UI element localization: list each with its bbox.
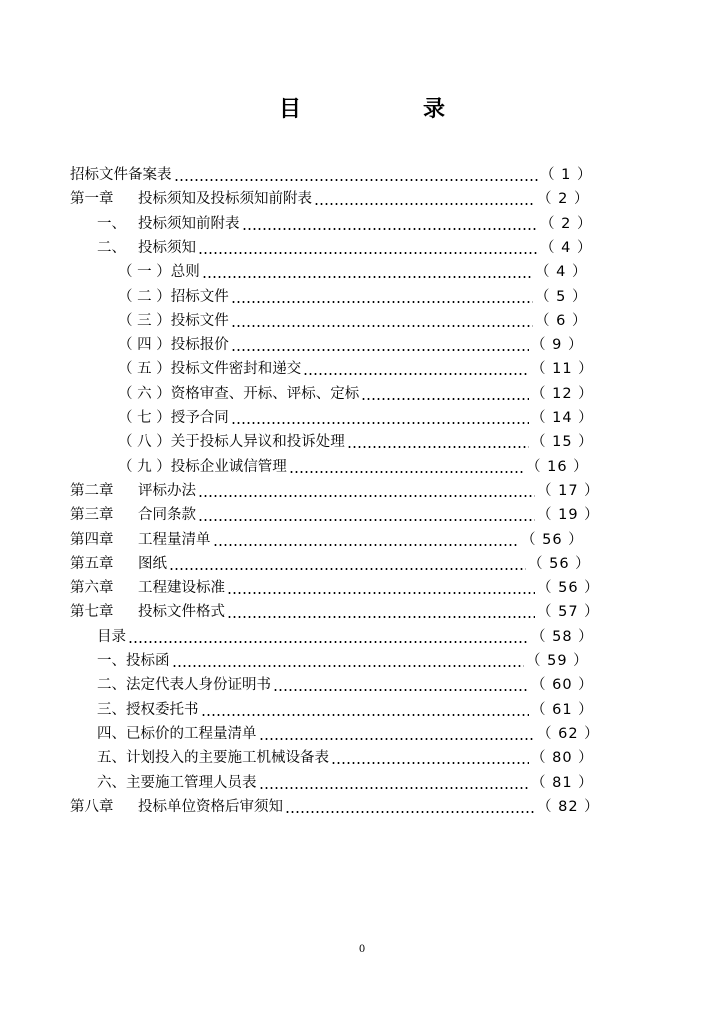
toc-entry-label: 五、计划投入的主要施工机械设备表 [97,750,329,767]
toc-entry[interactable] [0,553,724,575]
toc-entry-prefix: 第五章 [70,555,114,572]
toc-entry-page-number: （ 9 ） [531,337,584,354]
toc-leader-dots [242,213,538,235]
toc-entry-label: 投标须知及投标须知前附表 [138,191,312,208]
toc-entry[interactable] [0,213,724,235]
toc-entry-label: 六、主要施工管理人员表 [97,774,257,791]
toc-entry-label: （ 五 ）投标文件密封和递交 [118,361,302,378]
toc-entry[interactable] [0,674,724,696]
toc-entry-label: 评标办法 [138,482,196,499]
toc-entry-label: 投标须知前附表 [138,215,240,232]
toc-leader-dots [231,310,533,332]
toc-entry[interactable] [0,188,724,210]
toc-entry-page-number: （ 61 ） [531,701,594,718]
toc-leader-dots [347,431,529,453]
toc-leader-dots [231,286,533,308]
toc-leader-dots [303,358,529,380]
toc-leader-dots [198,237,538,259]
toc-entry-label: 一、投标函 [97,653,170,669]
toc-entry-label: 投标单位资格后审须知 [138,798,283,815]
toc-entry-label: 招标文件备案表 [70,167,172,183]
toc-entry-label: 工程量清单 [138,531,211,548]
toc-entry-page-number: （ 81 ） [531,774,594,791]
toc-entry-label: （ 一 ）总则 [118,264,200,281]
toc-entry[interactable] [0,650,724,672]
toc-leader-dots [259,723,535,745]
toc-entry[interactable] [0,407,724,429]
toc-entry-page-number: （ 57 ） [537,604,600,621]
toc-entry-page-number: （ 4 ） [540,239,593,256]
toc-entry[interactable] [0,261,724,283]
toc-entry[interactable] [0,626,724,648]
toc-entry-label: 投标文件格式 [138,604,225,621]
toc-leader-dots [285,796,535,818]
toc-entry-label: 图纸 [138,555,167,572]
toc-entry-label: （ 二 ）招标文件 [118,288,229,305]
toc-entry-prefix: 第四章 [70,531,114,548]
toc-entry-label: （ 八 ）关于投标人异议和投诉处理 [118,434,345,451]
footer-page-number: 0 [358,944,366,955]
toc-entry-page-number: （ 56 ） [537,580,600,597]
toc-entry-page-number: （ 58 ） [531,628,594,645]
toc-entry[interactable] [0,334,724,356]
toc-entry-page-number: （ 5 ） [535,288,588,305]
toc-entry-page-number: （ 56 ） [521,531,584,548]
toc-leader-dots [314,188,535,210]
toc-entry-page-number: （ 4 ） [535,264,588,281]
toc-entry[interactable] [0,310,724,332]
toc-entry-page-number: （ 14 ） [531,410,594,426]
toc-leader-dots [198,480,535,502]
toc-entry[interactable] [0,504,724,526]
toc-entry-label: （ 六 ）资格审查、开标、评标、定标 [118,385,360,402]
toc-leader-dots [231,407,529,429]
toc-leader-dots [201,699,529,721]
toc-entry-page-number: （ 17 ） [537,482,600,499]
toc-leader-dots [172,650,524,672]
toc-leader-dots [259,772,529,794]
toc-entry-label: 目录 [97,628,126,645]
toc-entry-page-number: （ 1 ） [540,167,593,183]
toc-entry-prefix: 第一章 [70,191,114,208]
toc-entry[interactable] [0,286,724,308]
toc-leader-dots [169,553,526,575]
toc-leader-dots [331,747,529,769]
toc-leader-dots [227,577,535,599]
toc-entry[interactable] [0,577,724,599]
toc-entry-page-number: （ 59 ） [526,653,589,669]
toc-entry-prefix: 第六章 [70,580,114,597]
toc-entry-page-number: （ 2 ） [540,215,593,232]
toc-entry-page-number: （ 11 ） [531,361,594,378]
toc-entry-page-number: （ 80 ） [531,750,594,767]
toc-entry-prefix: 二、 [97,239,126,256]
toc-entry-prefix: 第七章 [70,604,114,621]
toc-entry[interactable] [0,431,724,453]
toc-leader-dots [128,626,529,648]
toc-entry-page-number: （ 19 ） [537,507,600,524]
toc-leader-dots [174,164,538,186]
toc-entry-page-number: （ 82 ） [537,798,600,815]
toc-entry-label: 四、已标价的工程量清单 [97,725,257,742]
toc-leader-dots [361,383,529,405]
toc-entry[interactable] [0,723,724,745]
toc-entry[interactable] [0,480,724,502]
toc-entry[interactable] [0,383,724,405]
toc-entry-page-number: （ 15 ） [531,434,594,451]
toc-entry-label: （ 九 ）投标企业诚信管理 [118,458,287,475]
toc-entry[interactable] [0,456,724,478]
toc-entry[interactable] [0,747,724,769]
toc-entry-prefix: 一、 [97,215,126,232]
toc-entry[interactable] [0,772,724,794]
toc-leader-dots [231,334,529,356]
page-title: 目 录 [278,97,495,122]
toc-entry-page-number: （ 56 ） [528,555,591,572]
toc-entry-page-number: （ 16 ） [526,458,589,475]
toc-entry[interactable] [0,358,724,380]
toc-entry-prefix: 第八章 [70,798,114,815]
toc-entry-label: 合同条款 [138,507,196,524]
toc-leader-dots [289,456,524,478]
toc-entry[interactable] [0,237,724,259]
toc-leader-dots [273,674,529,696]
toc-leader-dots [227,601,535,623]
toc-entry-label: 二、法定代表人身份证明书 [97,677,271,694]
toc-entry-page-number: （ 62 ） [537,725,600,742]
toc-leader-dots [202,261,533,283]
toc-entry[interactable] [0,699,724,721]
toc-entry-page-number: （ 2 ） [537,191,590,208]
toc-entry-label: （ 七 ）授予合同 [118,410,229,426]
toc-entry-label: 工程建设标准 [138,580,225,597]
toc-entry[interactable] [0,601,724,623]
toc-entry-label: （ 三 ）投标文件 [118,312,229,329]
toc-entry-page-number: （ 12 ） [531,385,594,402]
toc-entry-prefix: 第二章 [70,482,114,499]
toc-entry-prefix: 第三章 [70,507,114,524]
toc-entry-page-number: （ 6 ） [535,312,588,329]
toc-entry[interactable] [0,529,724,551]
toc-entry-page-number: （ 60 ） [531,677,594,694]
toc-entry-label: （ 四 ）投标报价 [118,337,229,354]
toc-entry[interactable] [0,164,724,186]
toc-leader-dots [213,529,519,551]
toc-leader-dots [198,504,535,526]
toc-entry-label: 投标须知 [138,239,196,256]
toc-entry[interactable] [0,796,724,818]
toc-entry-label: 三、授权委托书 [97,701,199,718]
